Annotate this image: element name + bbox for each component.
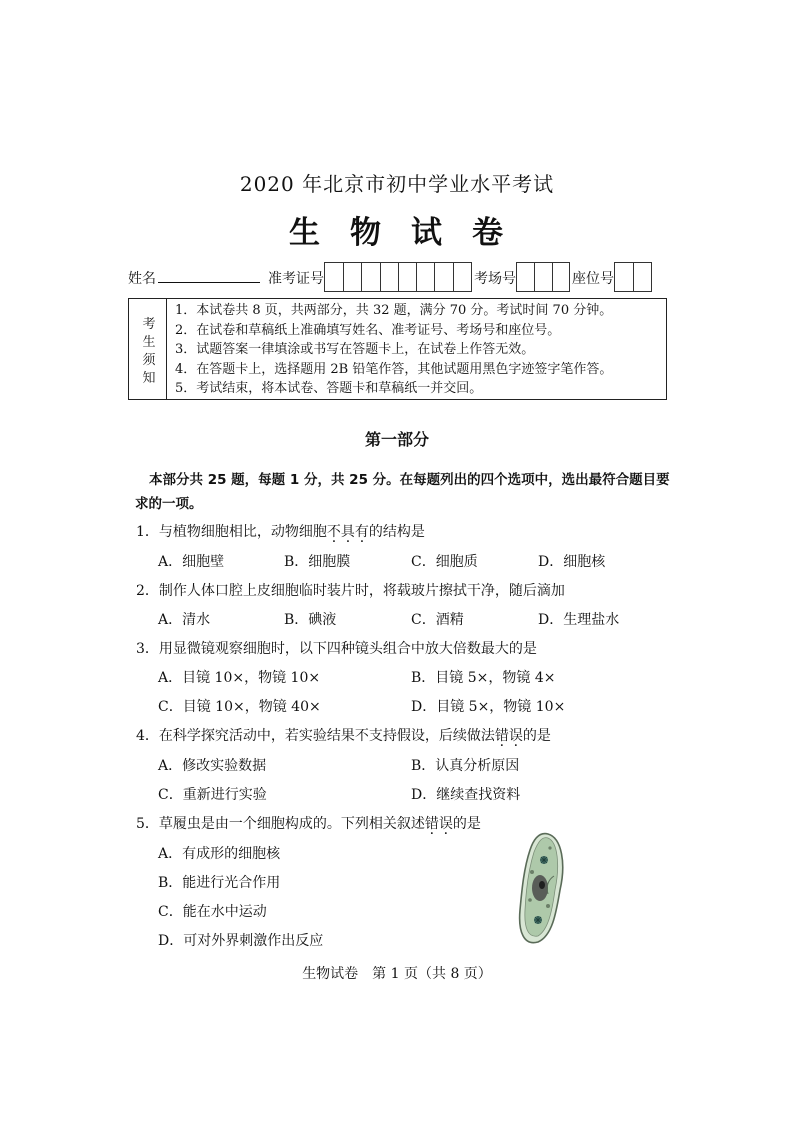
- seat-label: 座位号: [572, 271, 614, 287]
- option-a[interactable]: A．清水: [158, 612, 211, 628]
- option-c[interactable]: C．目镜 10×，物镜 40×: [158, 699, 321, 715]
- digit-box[interactable]: [398, 263, 416, 291]
- notice-rule: 4．在答题卡上，选择题用 2B 铅笔作答，其他试题用黑色字迹签字笔作答。: [175, 361, 613, 377]
- option-b[interactable]: B．能进行光合作用: [158, 875, 281, 891]
- seat-boxes[interactable]: [614, 262, 652, 292]
- notice-rule: 5．考试结束，将本试卷、答题卡和草稿纸一并交回。: [175, 381, 483, 396]
- candidate-notice-box: [128, 298, 667, 400]
- option-b[interactable]: B．细胞膜: [284, 554, 351, 570]
- subject-char: 生: [289, 215, 322, 251]
- stem-text: 的是: [452, 816, 481, 832]
- digit-box[interactable]: [453, 263, 471, 291]
- emphasis-char: 错: [494, 728, 509, 744]
- room-label: 考场号: [474, 271, 516, 287]
- question-2-stem: 2．制作人体口腔上皮细胞临时装片时，将载玻片擦拭干净，随后滴加: [136, 583, 565, 599]
- option-c[interactable]: C．能在水中运动: [158, 904, 267, 920]
- digit-box[interactable]: [615, 263, 633, 291]
- notice-rule: 1．本试卷共 8 页，共两部分，共 32 题，满分 70 分。考试时间 70 分钟。: [175, 303, 613, 318]
- digit-box[interactable]: [517, 263, 534, 291]
- digit-box[interactable]: [552, 263, 569, 291]
- notice-side-char: 须: [142, 353, 156, 368]
- emphasis-char: 有: [354, 524, 369, 540]
- stem-text: 的是: [522, 728, 551, 744]
- stem-text: 4．在科学探究活动中，若实验结果不支持假设，后续做法: [136, 728, 495, 744]
- option-d[interactable]: D．生理盐水: [538, 612, 620, 628]
- notice-side-label: [129, 299, 167, 399]
- exam-title: 2020 年北京市初中学业水平考试: [239, 172, 555, 196]
- option-d[interactable]: D．可对外界刺激作出反应: [158, 933, 324, 949]
- exam-id-label: 准考证号: [268, 271, 324, 287]
- option-a[interactable]: A．细胞壁: [158, 554, 225, 570]
- option-d[interactable]: D．继续查找资料: [411, 787, 521, 803]
- notice-rules: [175, 301, 612, 399]
- option-b[interactable]: B．认真分析原因: [411, 758, 520, 774]
- option-c[interactable]: C．酒精: [411, 612, 464, 628]
- name-label: 姓名: [128, 271, 156, 287]
- option-d[interactable]: D．细胞核: [538, 554, 606, 570]
- question-3-stem: 3．用显微镜观察细胞时，以下四种镜头组合中放大倍数最大的是: [136, 641, 537, 657]
- subject-char: 试: [411, 215, 444, 251]
- digit-box[interactable]: [434, 263, 452, 291]
- option-d[interactable]: D．目镜 5×，物镜 10×: [411, 699, 566, 715]
- notice-side-char: 知: [142, 371, 156, 386]
- candidate-info-row: [128, 262, 668, 292]
- option-a[interactable]: A．目镜 10×，物镜 10×: [158, 670, 321, 686]
- emphasis-char: 误: [508, 728, 523, 744]
- emphasis-char: 错: [424, 816, 439, 832]
- emphasis-char: 误: [438, 816, 453, 832]
- section-title: 第一部分: [364, 430, 429, 449]
- digit-box[interactable]: [343, 263, 361, 291]
- notice-side-char: 考: [142, 317, 156, 332]
- digit-box[interactable]: [380, 263, 398, 291]
- notice-rule: 2．在试卷和草稿纸上准确填写姓名、准考证号、考场号和座位号。: [175, 322, 561, 338]
- option-c[interactable]: C．细胞质: [411, 554, 478, 570]
- notice-rule: 3．试题答案一律填涂或书写在答题卡上，在试卷上作答无效。: [175, 342, 535, 357]
- stem-text: 5．草履虫是由一个细胞构成的。下列相关叙述: [136, 816, 425, 832]
- page-footer: 生物试卷 第 1 页（共 8 页）: [302, 966, 492, 982]
- option-b[interactable]: B．目镜 5×，物镜 4×: [411, 670, 556, 686]
- emphasis-char: 不: [326, 524, 341, 540]
- stem-text: 1．与植物细胞相比，动物细胞: [136, 524, 327, 540]
- option-a[interactable]: A．有成形的细胞核: [158, 846, 281, 862]
- question-5-stem: [136, 813, 481, 833]
- subject-char: 卷: [472, 215, 505, 251]
- section-intro: 本部分共 25 题，每题 1 分，共 25 分。在每题列出的四个选项中，选出最符合题目要求的一项。: [135, 472, 670, 512]
- emphasis-char: 具: [340, 524, 355, 540]
- option-c[interactable]: C．重新进行实验: [158, 787, 267, 803]
- digit-box[interactable]: [633, 263, 651, 291]
- option-a[interactable]: A．修改实验数据: [158, 758, 267, 774]
- stem-text: 的结构是: [368, 524, 425, 540]
- notice-side-char: 生: [142, 335, 156, 350]
- subject-title: [0, 207, 794, 252]
- name-field[interactable]: [158, 282, 260, 283]
- option-b[interactable]: B．碘液: [284, 612, 337, 628]
- digit-box[interactable]: [534, 263, 551, 291]
- digit-box[interactable]: [361, 263, 379, 291]
- question-4-stem: [136, 725, 551, 745]
- digit-box[interactable]: [325, 263, 343, 291]
- paramecium-illustration: [508, 828, 574, 948]
- room-boxes[interactable]: [516, 262, 570, 292]
- digit-box[interactable]: [416, 263, 434, 291]
- exam-id-boxes[interactable]: [324, 262, 472, 292]
- subject-char: 物: [350, 215, 383, 251]
- question-1-stem: [136, 521, 425, 541]
